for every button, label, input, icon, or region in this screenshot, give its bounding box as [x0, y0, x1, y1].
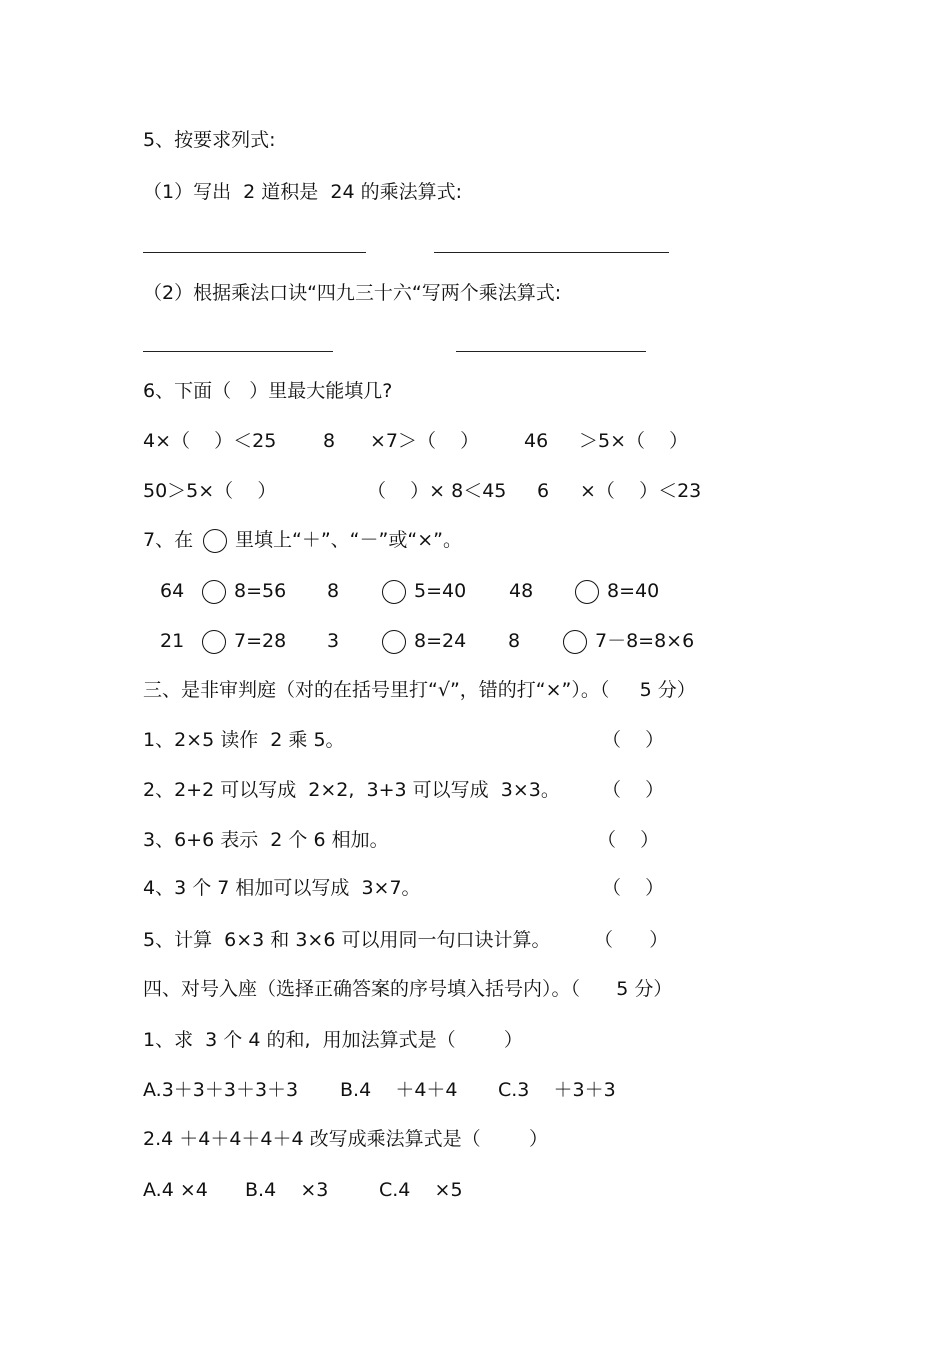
- operator-circle[interactable]: [202, 630, 226, 654]
- answer-paren[interactable]: （ ）: [602, 779, 665, 801]
- q6-row1-num1: 8: [323, 430, 336, 452]
- q5-title: 5、按要求列式:: [143, 129, 276, 151]
- q7-row2-expr3: 7－8=8×6: [595, 630, 695, 652]
- answer-paren[interactable]: （ ）: [594, 929, 669, 951]
- q5-part1: （1）写出 2 道积是 24 的乘法算式:: [143, 181, 462, 203]
- q6-title: 6、下面（ ）里最大能填几?: [143, 380, 393, 402]
- q6-row1-expr1: 4×（ ）＜25: [143, 430, 277, 452]
- operator-circle[interactable]: [575, 580, 599, 604]
- s4-q1-option-a: A.3＋3＋3＋3＋3: [143, 1079, 299, 1101]
- answer-paren[interactable]: （ ）: [597, 829, 660, 851]
- q6-row1-expr3: ＞5×（ ）: [579, 430, 689, 452]
- s4-q2-option-b: B.4 ×3: [245, 1179, 329, 1201]
- q7-row1-num3: 48: [509, 580, 534, 602]
- s3-item1: 1、2×5 读作 2 乘 5。: [143, 729, 345, 751]
- answer-blank-3[interactable]: [143, 351, 333, 352]
- circle-icon: [203, 529, 227, 553]
- q7-title-end: 里填上“＋”、“－”或“×”。: [235, 529, 462, 551]
- s4-q2: 2.4 ＋4＋4＋4＋4 改写成乘法算式是（ ）: [143, 1128, 548, 1150]
- q6-row1-num2: 46: [524, 430, 549, 452]
- s4-q2-option-c: C.4 ×5: [379, 1179, 463, 1201]
- operator-circle[interactable]: [563, 630, 587, 654]
- s3-item3: 3、6+6 表示 2 个 6 相加。: [143, 829, 389, 851]
- q7-row1-num1: 64: [160, 580, 185, 602]
- s3-item4: 4、3 个 7 相加可以写成 3×7。: [143, 877, 421, 899]
- q7-row1-expr1: 8=56: [234, 580, 287, 602]
- q7-row2-num2: 3: [327, 630, 340, 652]
- operator-circle[interactable]: [202, 580, 226, 604]
- q7-row2-num1: 21: [160, 630, 185, 652]
- answer-blank-1[interactable]: [143, 252, 366, 253]
- s3-item5: 5、计算 6×3 和 3×6 可以用同一句口诀计算。: [143, 929, 551, 951]
- operator-circle[interactable]: [382, 630, 406, 654]
- q7-title-start: 7、在: [143, 529, 194, 551]
- s4-q1-option-b: B.4 ＋4＋4: [340, 1079, 458, 1101]
- answer-paren[interactable]: （ ）: [602, 877, 665, 899]
- operator-circle[interactable]: [382, 580, 406, 604]
- q6-row1-expr2: ×7＞（ ）: [370, 430, 480, 452]
- answer-paren[interactable]: （ ）: [602, 729, 665, 751]
- answer-blank-2[interactable]: [434, 252, 669, 253]
- answer-blank-4[interactable]: [456, 351, 646, 352]
- q6-row2-expr2: （ ）× 8＜45: [367, 480, 507, 502]
- q6-row2-num: 6: [537, 480, 550, 502]
- s4-q1-option-c: C.3 ＋3＋3: [498, 1079, 616, 1101]
- q7-row1-expr3: 8=40: [607, 580, 660, 602]
- q7-row2-num3: 8: [508, 630, 521, 652]
- s4-q2-option-a: A.4 ×4: [143, 1179, 208, 1201]
- section3-title: 三、是非审判庭（对的在括号里打“√”，错的打“×”）。（ 5 分）: [143, 679, 696, 701]
- q7-row1-expr2: 5=40: [414, 580, 467, 602]
- section4-title: 四、对号入座（选择正确答案的序号填入括号内）。（ 5 分）: [143, 978, 673, 1000]
- q6-row2-expr3: ×（ ）＜23: [580, 480, 702, 502]
- q6-row2-expr1: 50＞5×（ ）: [143, 480, 277, 502]
- q7-row1-num2: 8: [327, 580, 340, 602]
- q7-row2-expr2: 8=24: [414, 630, 467, 652]
- s4-q1: 1、求 3 个 4 的和, 用加法算式是（ ）: [143, 1029, 523, 1051]
- q7-row2-expr1: 7=28: [234, 630, 287, 652]
- q5-part2: （2）根据乘法口诀“四九三十六“写两个乘法算式:: [143, 282, 562, 304]
- s3-item2: 2、2+2 可以写成 2×2, 3+3 可以写成 3×3。: [143, 779, 560, 801]
